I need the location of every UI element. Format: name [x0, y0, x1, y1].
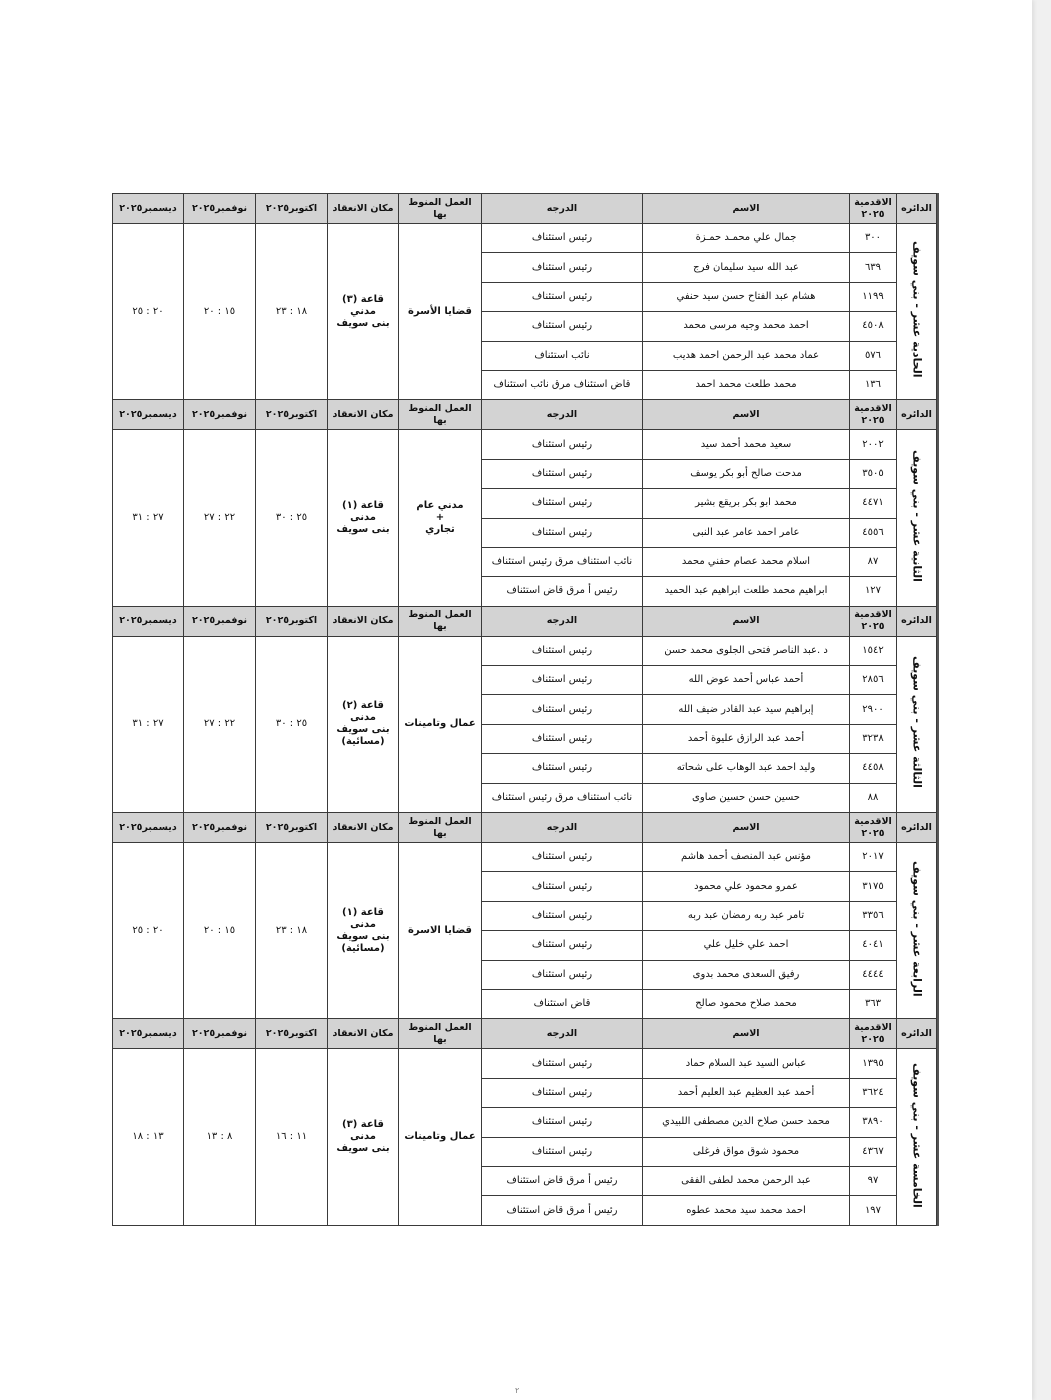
december-session-cell: ٢٧ : ٣١	[113, 430, 184, 606]
header-seniority: الاقدمية ٢٠٢٥	[850, 400, 897, 430]
seniority-cell: ٢٨٥٦	[850, 666, 897, 695]
seniority-cell: ٣٥٠٥	[850, 459, 897, 488]
header-circuit: الدائره	[897, 813, 937, 843]
grade-cell: رئيس استئناف	[482, 430, 643, 459]
header-october: اكتوبر٢٠٢٥	[256, 606, 328, 636]
table-row	[113, 430, 937, 459]
seniority-cell: ٦٣٩	[850, 253, 897, 282]
judge-name-cell: إبراهيم سيد عبد القادر ضيف الله	[643, 695, 850, 724]
seniority-cell: ٣١٧٥	[850, 872, 897, 901]
table-row	[113, 1049, 937, 1078]
seniority-cell: ١٣٩٥	[850, 1049, 897, 1078]
work-cell: عمال وتامينات	[399, 1049, 482, 1226]
seniority-cell: ٤٣٦٧	[850, 1137, 897, 1166]
venue-cell: قاعة (١) مدنى بنى سويف (مسائية)	[328, 843, 399, 1019]
seniority-cell: ١٣٦	[850, 370, 897, 399]
circuit-schedule-table	[112, 193, 937, 1226]
grade-cell: رئيس استئناف	[482, 931, 643, 960]
header-december: ديسمبر٢٠٢٥	[113, 1019, 184, 1049]
schedule-table-container	[112, 193, 939, 1226]
grade-cell: رئيس أ مرق قاض استئناف	[482, 1166, 643, 1195]
circuit-name: الثانية عشر - بني سويف	[910, 450, 924, 582]
header-october: اكتوبر٢٠٢٥	[256, 400, 328, 430]
header-october: اكتوبر٢٠٢٥	[256, 194, 328, 224]
header-work: العمل المنوط بها	[399, 400, 482, 430]
judge-name-cell: د .عبد الناصر فتحى الجلوى محمد حسن	[643, 636, 850, 665]
header-work: العمل المنوط بها	[399, 194, 482, 224]
december-session-cell: ٢٧ : ٣١	[113, 636, 184, 812]
grade-cell: رئيس أ مرق قاض استئناف	[482, 577, 643, 606]
header-work: العمل المنوط بها	[399, 1019, 482, 1049]
grade-cell: رئيس استئناف	[482, 754, 643, 783]
header-work: العمل المنوط بها	[399, 606, 482, 636]
judge-name-cell: محمود شوق مواق فرغلى	[643, 1137, 850, 1166]
judge-name-cell: سعيد محمد أحمد سيد	[643, 430, 850, 459]
seniority-cell: ١١٩٩	[850, 282, 897, 311]
header-december: ديسمبر٢٠٢٥	[113, 813, 184, 843]
judge-name-cell: ابراهيم محمد طلعت ابراهيم عبد الحميد	[643, 577, 850, 606]
header-seniority: الاقدمية ٢٠٢٥	[850, 1019, 897, 1049]
grade-cell: رئيس استئناف	[482, 843, 643, 872]
header-grade: الدرجه	[482, 606, 643, 636]
grade-cell: رئيس استئناف	[482, 695, 643, 724]
judge-name-cell: احمد محمد وجيه مرسى محمد	[643, 312, 850, 341]
seniority-cell: ١٢٧	[850, 577, 897, 606]
seniority-cell: ٢٩٠٠	[850, 695, 897, 724]
header-venue: مكان الانعقاد	[328, 400, 399, 430]
october-session-cell: ٢٥ : ٣٠	[256, 636, 328, 812]
seniority-cell: ٣٨٩٠	[850, 1108, 897, 1137]
header-grade: الدرجه	[482, 1019, 643, 1049]
header-venue: مكان الانعقاد	[328, 194, 399, 224]
circuit-name: الرابعة عشر - بني سويف	[910, 860, 924, 997]
judge-name-cell: محمد ابو بكر بريقع بشير	[643, 489, 850, 518]
page-number: ٢	[515, 1386, 520, 1395]
seniority-cell: ٤٤٥٨	[850, 754, 897, 783]
header-grade: الدرجه	[482, 194, 643, 224]
judge-name-cell: عمرو محمود علي محمود	[643, 872, 850, 901]
circuit-name-cell	[897, 843, 937, 1019]
header-circuit: الدائره	[897, 194, 937, 224]
grade-cell: نائب استئناف	[482, 341, 643, 370]
october-session-cell: ١٨ : ٢٣	[256, 843, 328, 1019]
november-session-cell: ١٥ : ٢٠	[184, 843, 256, 1019]
seniority-cell: ٥٧٦	[850, 341, 897, 370]
seniority-cell: ٤٠٤١	[850, 931, 897, 960]
seniority-cell: ٩٧	[850, 1166, 897, 1195]
header-seniority: الاقدمية ٢٠٢٥	[850, 813, 897, 843]
judge-name-cell: هشام عبد الفتاح حسن سيد حنفي	[643, 282, 850, 311]
grade-cell: رئيس استئناف	[482, 960, 643, 989]
grade-cell: رئيس استئناف	[482, 489, 643, 518]
judge-name-cell: رفيق السعدى محمد بدوى	[643, 960, 850, 989]
circuit-header-row	[113, 813, 937, 843]
seniority-cell: ٨٨	[850, 783, 897, 812]
circuit-name-cell	[897, 224, 937, 400]
seniority-cell: ٨٧	[850, 547, 897, 576]
table-row	[113, 636, 937, 665]
seniority-cell: ٣٣٥٦	[850, 901, 897, 930]
judge-name-cell: جمال علي محمـد حمـزة	[643, 224, 850, 253]
header-venue: مكان الانعقاد	[328, 1019, 399, 1049]
grade-cell: رئيس استئناف	[482, 253, 643, 282]
grade-cell: قاض استئناف مرق نائب استئناف	[482, 370, 643, 399]
header-november: نوفمبر٢٠٢٥	[184, 813, 256, 843]
november-session-cell: ٢٢ : ٢٧	[184, 636, 256, 812]
seniority-cell: ١٩٧	[850, 1196, 897, 1226]
october-session-cell: ٢٥ : ٣٠	[256, 430, 328, 606]
work-cell: قضايا الاسرة	[399, 843, 482, 1019]
judge-name-cell: أحمد عبد العظيم عبد العليم أحمد	[643, 1078, 850, 1107]
judge-name-cell: تامر عبد ربه رمضان عبد ربه	[643, 901, 850, 930]
judge-name-cell: أحمد عباس أحمد عوض الله	[643, 666, 850, 695]
work-cell: عمال وتامينات	[399, 636, 482, 812]
circuit-name-cell	[897, 1049, 937, 1226]
grade-cell: قاض استئناف	[482, 989, 643, 1018]
circuit-name-cell	[897, 430, 937, 606]
november-session-cell: ٨ : ١٣	[184, 1049, 256, 1226]
seniority-cell: ٤٥٠٨	[850, 312, 897, 341]
header-venue: مكان الانعقاد	[328, 606, 399, 636]
header-name: الاسم	[643, 813, 850, 843]
header-december: ديسمبر٢٠٢٥	[113, 606, 184, 636]
december-session-cell: ٢٠ : ٢٥	[113, 843, 184, 1019]
header-circuit: الدائره	[897, 400, 937, 430]
header-grade: الدرجه	[482, 400, 643, 430]
circuit-name: الحادية عشر - بني سويف	[910, 241, 924, 378]
work-cell: قضايا الأسرة	[399, 224, 482, 400]
header-name: الاسم	[643, 400, 850, 430]
header-november: نوفمبر٢٠٢٥	[184, 606, 256, 636]
seniority-cell: ٣٦٢٤	[850, 1078, 897, 1107]
grade-cell: نائب استئناف مرق رئيس استئناف	[482, 783, 643, 812]
grade-cell: رئيس استئناف	[482, 1108, 643, 1137]
header-seniority: الاقدمية ٢٠٢٥	[850, 606, 897, 636]
header-name: الاسم	[643, 1019, 850, 1049]
november-session-cell: ١٥ : ٢٠	[184, 224, 256, 400]
grade-cell: رئيس استئناف	[482, 459, 643, 488]
seniority-cell: ٤٤٤٤	[850, 960, 897, 989]
grade-cell: رئيس استئناف	[482, 1078, 643, 1107]
venue-cell: قاعة (٣) مدني بنى سويف	[328, 224, 399, 400]
december-session-cell: ١٣ : ١٨	[113, 1049, 184, 1226]
venue-cell: قاعة (٣) مدنى بنى سويف	[328, 1049, 399, 1226]
venue-cell: قاعة (١) مدنى بنى سويف	[328, 430, 399, 606]
circuit-name: الخامسة عشر - بني سويف	[910, 1062, 924, 1208]
grade-cell: رئيس استئناف	[482, 1137, 643, 1166]
seniority-cell: ١٥٤٢	[850, 636, 897, 665]
header-october: اكتوبر٢٠٢٥	[256, 813, 328, 843]
judge-name-cell: وليد احمد عبد الوهاب على شحاته	[643, 754, 850, 783]
table-row	[113, 224, 937, 253]
judge-name-cell: احمد محمد سيد محمد عطوه	[643, 1196, 850, 1226]
header-november: نوفمبر٢٠٢٥	[184, 194, 256, 224]
grade-cell: رئيس استئناف	[482, 1049, 643, 1078]
grade-cell: رئيس استئناف	[482, 666, 643, 695]
seniority-cell: ٢٠١٧	[850, 843, 897, 872]
header-name: الاسم	[643, 606, 850, 636]
grade-cell: رئيس استئناف	[482, 518, 643, 547]
judge-name-cell: مدحت صالح أبو بكر يوسف	[643, 459, 850, 488]
header-october: اكتوبر٢٠٢٥	[256, 1019, 328, 1049]
work-cell: مدني عام + تجاري	[399, 430, 482, 606]
header-work: العمل المنوط بها	[399, 813, 482, 843]
judge-name-cell: أحمد عبد الرازق عليوة أحمد	[643, 724, 850, 753]
grade-cell: رئيس استئناف	[482, 282, 643, 311]
circuit-header-row	[113, 194, 937, 224]
seniority-cell: ٣٦٣	[850, 989, 897, 1018]
grade-cell: رئيس استئناف	[482, 724, 643, 753]
grade-cell: رئيس أ مرق قاض استئناف	[482, 1196, 643, 1226]
circuit-header-row	[113, 1019, 937, 1049]
judge-name-cell: محمد طلعت محمد احمد	[643, 370, 850, 399]
grade-cell: رئيس استئناف	[482, 312, 643, 341]
header-circuit: الدائره	[897, 1019, 937, 1049]
november-session-cell: ٢٢ : ٢٧	[184, 430, 256, 606]
judge-name-cell: محمد صلاح محمود صالح	[643, 989, 850, 1018]
circuit-name-cell	[897, 636, 937, 812]
grade-cell: رئيس استئناف	[482, 636, 643, 665]
venue-cell: قاعة (٢) مدنى بنى سويف (مسائية)	[328, 636, 399, 812]
circuit-header-row	[113, 400, 937, 430]
header-venue: مكان الانعقاد	[328, 813, 399, 843]
judge-name-cell: حسين حسن حسين صاوى	[643, 783, 850, 812]
seniority-cell: ٣٢٣٨	[850, 724, 897, 753]
judge-name-cell: اسلام محمد عصام حفني محمد	[643, 547, 850, 576]
judge-name-cell: عبد الرحمن محمد لطفى الفقى	[643, 1166, 850, 1195]
grade-cell: نائب استئناف مرق رئيس استئناف	[482, 547, 643, 576]
seniority-cell: ٢٠٠٢	[850, 430, 897, 459]
circuit-name: الثالثة عشر - بني سويف	[910, 656, 924, 789]
seniority-cell: ٤٤٧١	[850, 489, 897, 518]
header-november: نوفمبر٢٠٢٥	[184, 400, 256, 430]
judge-name-cell: عباس السيد عبد السلام حماد	[643, 1049, 850, 1078]
header-grade: الدرجه	[482, 813, 643, 843]
judge-name-cell: محمد حسن صلاح الدين مصطفى اللبيدي	[643, 1108, 850, 1137]
header-circuit: الدائره	[897, 606, 937, 636]
judge-name-cell: عبد الله سيد سليمان فرج	[643, 253, 850, 282]
header-december: ديسمبر٢٠٢٥	[113, 400, 184, 430]
judge-name-cell: عامر احمد عامر عبد النبى	[643, 518, 850, 547]
seniority-cell: ٣٠٠	[850, 224, 897, 253]
december-session-cell: ٢٠ : ٢٥	[113, 224, 184, 400]
grade-cell: رئيس استئناف	[482, 872, 643, 901]
table-row	[113, 843, 937, 872]
header-november: نوفمبر٢٠٢٥	[184, 1019, 256, 1049]
judge-name-cell: عماد محمد عبد الرحمن احمد هديب	[643, 341, 850, 370]
header-name: الاسم	[643, 194, 850, 224]
judge-name-cell: مؤنس عبد المنصف أحمد هاشم	[643, 843, 850, 872]
header-december: ديسمبر٢٠٢٥	[113, 194, 184, 224]
grade-cell: رئيس استئناف	[482, 224, 643, 253]
seniority-cell: ٤٥٥٦	[850, 518, 897, 547]
judge-name-cell: احمد علي خليل علي	[643, 931, 850, 960]
october-session-cell: ١١ : ١٦	[256, 1049, 328, 1226]
header-seniority: الاقدمية ٢٠٢٥	[850, 194, 897, 224]
grade-cell: رئيس استئناف	[482, 901, 643, 930]
circuit-header-row	[113, 606, 937, 636]
october-session-cell: ١٨ : ٢٣	[256, 224, 328, 400]
